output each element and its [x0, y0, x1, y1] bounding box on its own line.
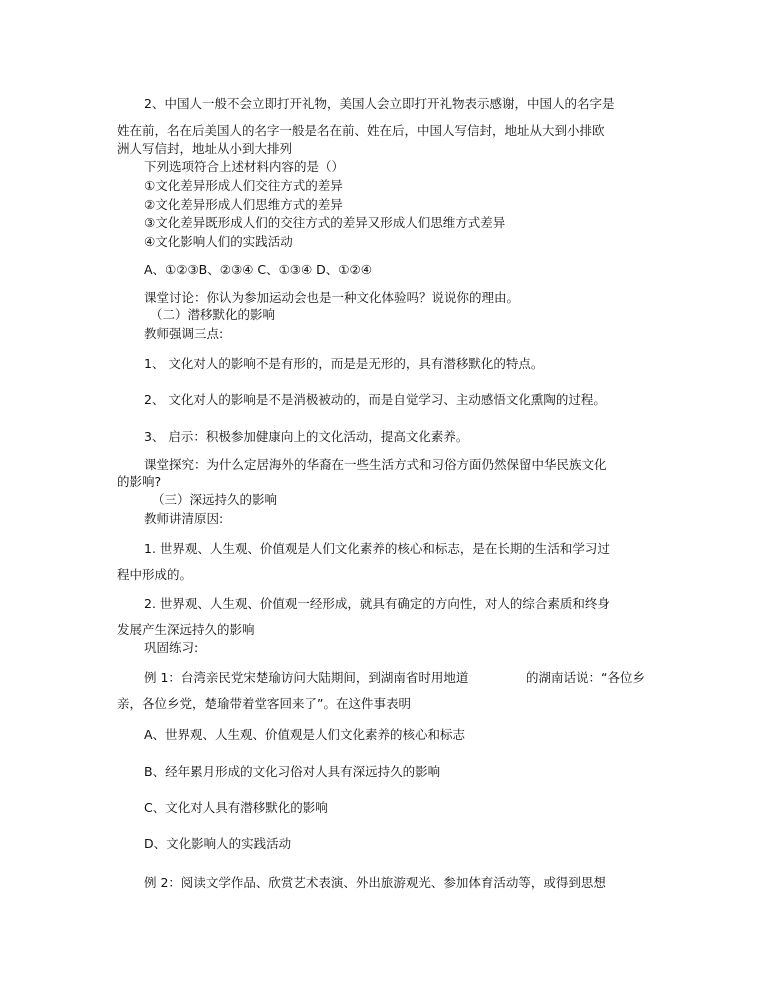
- text-line: 课堂探究：为什么定居海外的华裔在一些生活方式和习俗方面仍然保留中华民族文化: [144, 457, 607, 472]
- list-item: 1、 文化对人的影响不是有形的，而是是无形的，具有潜移默化的特点。: [144, 356, 544, 371]
- text-line: 教师强调三点:: [144, 326, 224, 341]
- text-line: 的影响?: [117, 474, 162, 489]
- text-line: 下列选项符合上述材料内容的是（）: [144, 159, 345, 174]
- option-line: D、文化影响人的实践活动: [144, 836, 292, 851]
- example-text: 例 1：台湾亲民党宋楚瑜访问大陆期间，到湖南省时用地道: [144, 670, 469, 685]
- example-text: 亲，各位乡党，楚瑜带着堂客回来了”。在这件事表明: [117, 696, 411, 711]
- text-line: 姓在前，名在后美国人的名字一般是名在前、姓在后，中国人写信封，地址从大到小排欧: [117, 123, 605, 138]
- example-text: 的湖南话说：“各位乡: [526, 670, 645, 685]
- text-line: 2、中国人一般不会立即打开礼物，美国人会立即打开礼物表示感谢，中国人的名字是: [144, 96, 615, 111]
- option-line: ①文化差异形成人们交往方式的差异: [144, 178, 343, 193]
- option-line: ③文化差异既形成人们的交往方式的差异又形成人们思维方式差异: [144, 215, 506, 230]
- option-line: B、经年累月形成的文化习俗对人具有深远持久的影响: [144, 764, 441, 779]
- option-line: ②文化差异形成人们思维方式的差异: [144, 197, 343, 212]
- example-text: 例 2：阅读文学作品、欣赏艺术表演、外出旅游观光、参加体育活动等，或得到思想: [144, 875, 606, 890]
- text-line: 发展产生深远持久的影响: [117, 622, 255, 637]
- option-line: ④文化影响人们的实践活动: [144, 234, 293, 249]
- answer-choices: A、①②③B、②③④ C、①③④ D、①②④: [144, 262, 372, 277]
- section-heading: （二）潜移默化的影响: [150, 307, 276, 322]
- text-line: 洲人写信封，地址从小到大排列: [117, 141, 293, 156]
- text-line: 2. 世界观、人生观、价值观一经形成，就具有确定的方向性，对人的综合素质和终身: [144, 596, 610, 611]
- section-heading: （三）深远持久的影响: [152, 492, 278, 507]
- text-line: 巩固练习:: [144, 640, 199, 655]
- list-item: 2、 文化对人的影响是不是消极被动的，而是自觉学习、主动感悟文化熏陶的过程。: [144, 392, 606, 407]
- option-line: A、世界观、人生观、价值观是人们文化素养的核心和标志: [144, 727, 466, 742]
- text-line: 教师讲清原因:: [144, 511, 224, 526]
- text-line: 课堂讨论：你认为参加运动会也是一种文化体验吗？说说你的理由。: [144, 290, 520, 305]
- list-item: 3、 启示：积极参加健康向上的文化活动，提高文化素养。: [144, 429, 469, 444]
- text-line: 程中形成的。: [117, 567, 193, 582]
- option-line: C、文化对人具有潜移默化的影响: [144, 800, 328, 815]
- text-line: 1. 世界观、人生观、价值观是人们文化素养的核心和标志，是在长期的生活和学习过: [144, 541, 610, 556]
